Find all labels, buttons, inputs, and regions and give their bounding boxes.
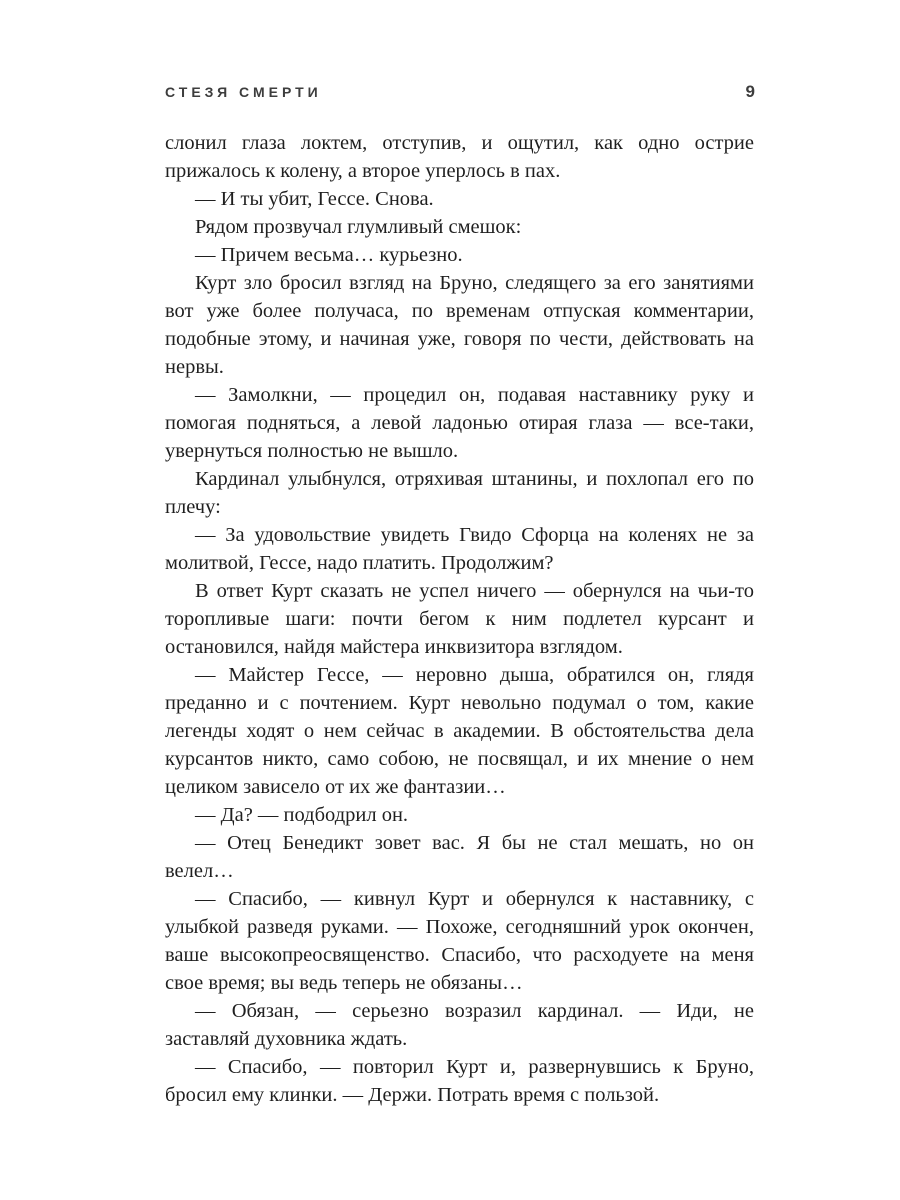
paragraph: В ответ Курт сказать не успел ничего — обернулся на чьи-то торопливые шаги: почти бегом к ним подлетел курсант и остановился, найдя майстера инквизитора взглядом. (165, 580, 754, 658)
dialogue-paragraph: — Спасибо, — повторил Курт и, развернувшись к Бруно, бросил ему клинки. — Держи. Потрать время с пользой. (165, 1056, 754, 1106)
page-header (165, 82, 755, 102)
dialogue-paragraph: — Замолкни, — процедил он, подавая наставнику руку и помогая подняться, а левой ладонью отирая глаза — все-таки, увернуться полностью не вышло. (165, 384, 754, 462)
dialogue-paragraph: — Спасибо, — кивнул Курт и обернулся к наставнику, с улыбкой разведя руками. — Похоже, сегодняшний урок окончен, ваше высокопреосвященство. Спасибо, что расходуете на меня свое время; вы ведь теперь не обязаны… (165, 888, 754, 994)
paragraph: Кардинал улыбнулся, отряхивая штанины, и похлопал его по плечу: (165, 468, 754, 518)
page-number: 9 (745, 82, 755, 101)
paragraph: слонил глаза локтем, отступив, и ощутил, как одно острие прижалось к колену, а второе уперлось в пах. (165, 132, 754, 182)
paragraph: Рядом прозвучал глумливый смешок: (195, 216, 522, 238)
dialogue-paragraph: — Майстер Гессе, — неровно дыша, обратился он, глядя преданно и с почтением. Курт невольно подумал о том, какие легенды ходят о нем сейчас в академии. В обстоятельства дела курсантов никто, само собою, не посвящал, и их мнение о нем целиком зависело от их же фантазии… (165, 664, 754, 798)
dialogue-paragraph: — Причем весьма… курьезно. (195, 244, 463, 266)
dialogue-paragraph: — И ты убит, Гессе. Снова. (195, 188, 434, 210)
dialogue-paragraph: — Обязан, — серьезно возразил кардинал. — Иди, не заставляй духовника ждать. (165, 1000, 754, 1050)
page-body (165, 129, 754, 1109)
dialogue-paragraph: — За удовольствие увидеть Гвидо Сфорца на коленях не за молитвой, Гессе, надо платить. Продолжим? (165, 524, 754, 574)
dialogue-paragraph: — Отец Бенедикт зовет вас. Я бы не стал мешать, но он велел… (165, 832, 754, 882)
dialogue-paragraph: — Да? — подбодрил он. (195, 804, 409, 826)
paragraph: Курт зло бросил взгляд на Бруно, следящего за его занятиями вот уже более получаса, по временам отпуская комментарии, подобные этому, и начиная уже, говоря по чести, действовать на нервы. (165, 272, 754, 378)
running-title: СТЕЗЯ СМЕРТИ (165, 84, 322, 100)
